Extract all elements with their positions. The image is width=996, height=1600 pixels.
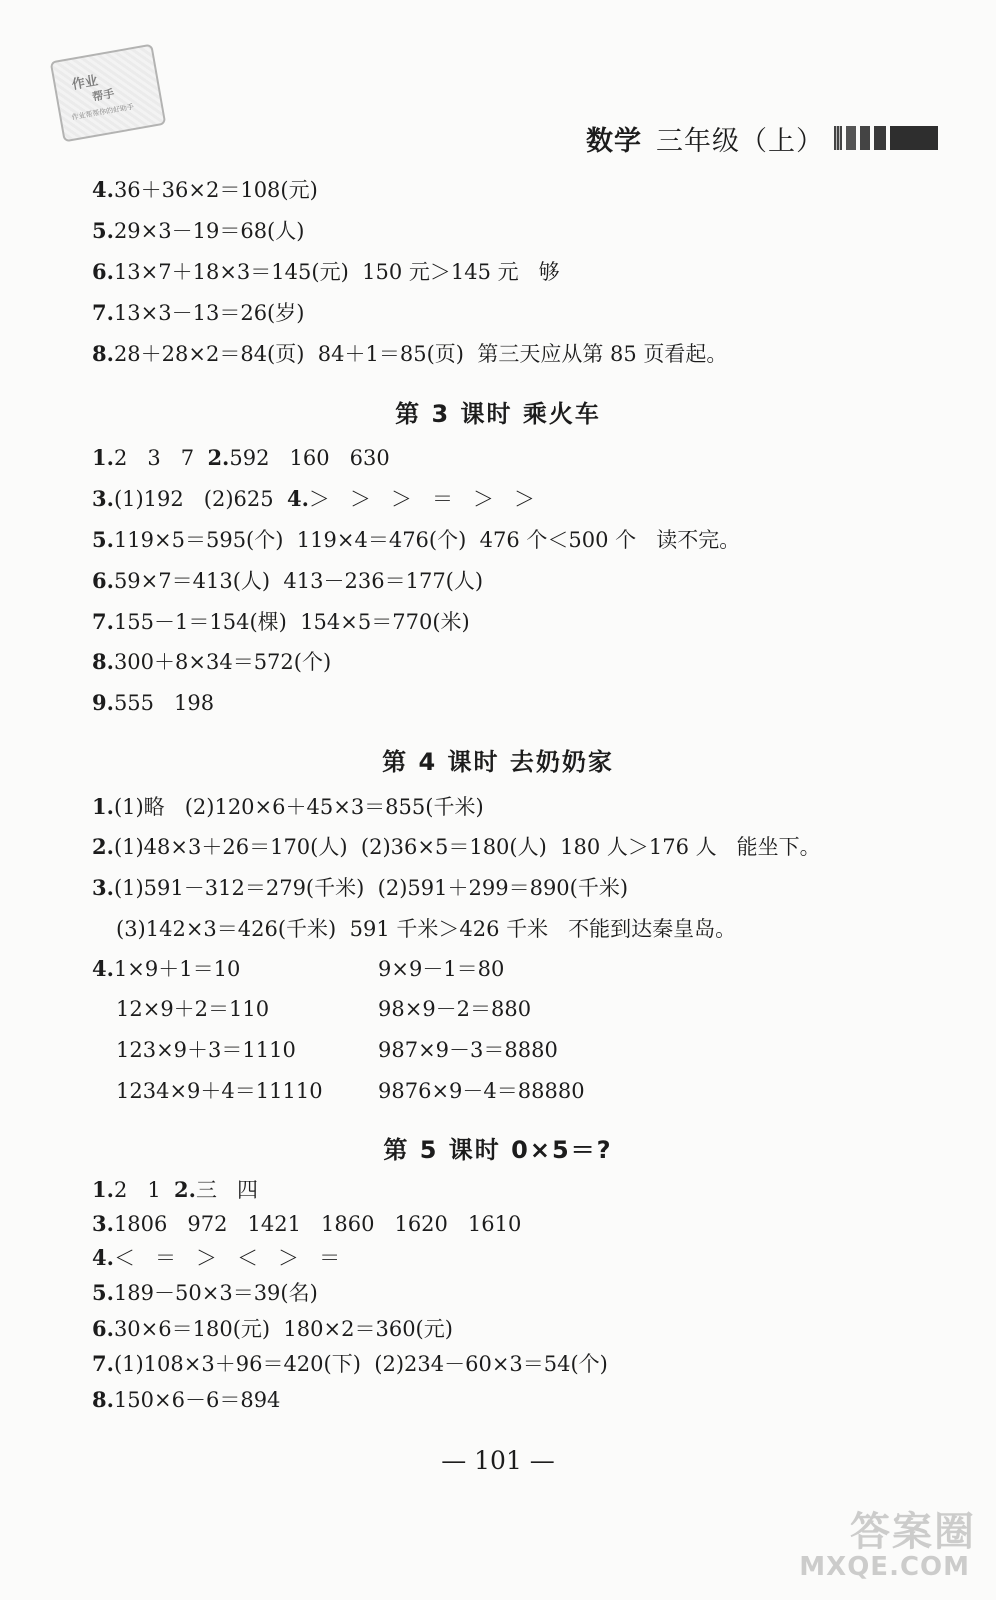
answer-line: 9.555 198	[92, 690, 215, 715]
grade-title: 三年级（上）	[656, 125, 824, 157]
answer-line: 12×9＋2＝110	[116, 997, 270, 1021]
section-title: 第 5 课时 0×5＝?	[383, 1136, 613, 1164]
answer-line: 4.36＋36×2＝108(元)	[92, 177, 318, 202]
answer-line: 123×9＋3＝1110	[116, 1038, 296, 1062]
answer-line: 5.29×3－19＝68(人)	[92, 218, 305, 243]
answer-line: (3)142×3＝426(千米) 591 千米＞426 千米 不能到达秦皇岛。	[116, 917, 737, 941]
subject-title: 数学	[586, 125, 642, 157]
answer-line: 6.30×6＝180(元) 180×2＝360(元)	[92, 1316, 453, 1341]
answer-line: 7.155－1＝154(棵) 154×5＝770(米)	[92, 609, 470, 634]
answer-line: 6.59×7＝413(人) 413－236＝177(人)	[92, 568, 484, 593]
answer-line: 987×9－3＝8880	[378, 1038, 558, 1062]
answer-line: 9876×9－4＝88880	[378, 1079, 585, 1103]
page-header	[586, 118, 938, 158]
answer-line: 5.119×5＝595(个) 119×4＝476(个) 476 个＜500 个 读不完。	[92, 527, 741, 552]
logo-stamp	[50, 44, 167, 143]
stamp-text: 作业	[70, 73, 100, 93]
answer-line: 4.＜ ＝ ＞ ＜ ＞ ＝	[92, 1245, 341, 1270]
watermark-text: MXQE.COM	[799, 1552, 970, 1582]
stamp-text: 作业帮帮你的好助手	[71, 102, 135, 122]
decorative-bars	[834, 126, 938, 150]
answer-line: 8.28＋28×2＝84(页) 84＋1＝85(页) 第三天应从第 85 页看起。	[92, 341, 728, 366]
answer-line: 98×9－2＝880	[378, 997, 532, 1021]
answer-line: 3.(1)591－312＝279(千米) (2)591＋299＝890(千米)	[92, 875, 629, 900]
answer-line: 7.13×3－13＝26(岁)	[92, 300, 305, 325]
answer-line: 4.1×9＋1＝10	[92, 956, 241, 981]
watermark-logo	[796, 1500, 976, 1590]
section-title: 第 4 课时 去奶奶家	[382, 748, 614, 776]
answer-line: 8.150×6－6＝894	[92, 1387, 281, 1412]
answer-line: 1234×9＋4＝11110	[116, 1079, 323, 1103]
answer-line: 2.(1)48×3＋26＝170(人) (2)36×5＝180(人) 180 人＞176 人 能坐下。	[92, 834, 821, 859]
answer-line: 5.189－50×3＝39(名)	[92, 1280, 318, 1305]
section-title: 第 3 课时 乘火车	[395, 400, 601, 428]
answer-line: 1.(1)略 (2)120×6＋45×3＝855(千米)	[92, 794, 484, 819]
stamp-text: 帮手	[91, 87, 116, 104]
answer-line: 3.(1)192 (2)625 4.＞ ＞ ＞ ＝ ＞ ＞	[92, 486, 536, 511]
answer-line: 6.13×7＋18×3＝145(元) 150 元＞145 元 够	[92, 259, 560, 284]
answer-line: 8.300＋8×34＝572(个)	[92, 649, 332, 674]
watermark-text: 答案圈	[850, 1509, 976, 1555]
answer-line: 7.(1)108×3＋96＝420(下) (2)234－60×3＝54(个)	[92, 1351, 608, 1376]
answer-line: 1.2 3 7 2.592 160 630	[92, 445, 390, 470]
answer-line: 3.1806 972 1421 1860 1620 1610	[92, 1211, 522, 1236]
answer-line: 1.2 1 2.三 四	[92, 1177, 259, 1202]
page-number: — 101 —	[441, 1446, 555, 1475]
answer-line: 9×9－1＝80	[378, 957, 505, 981]
